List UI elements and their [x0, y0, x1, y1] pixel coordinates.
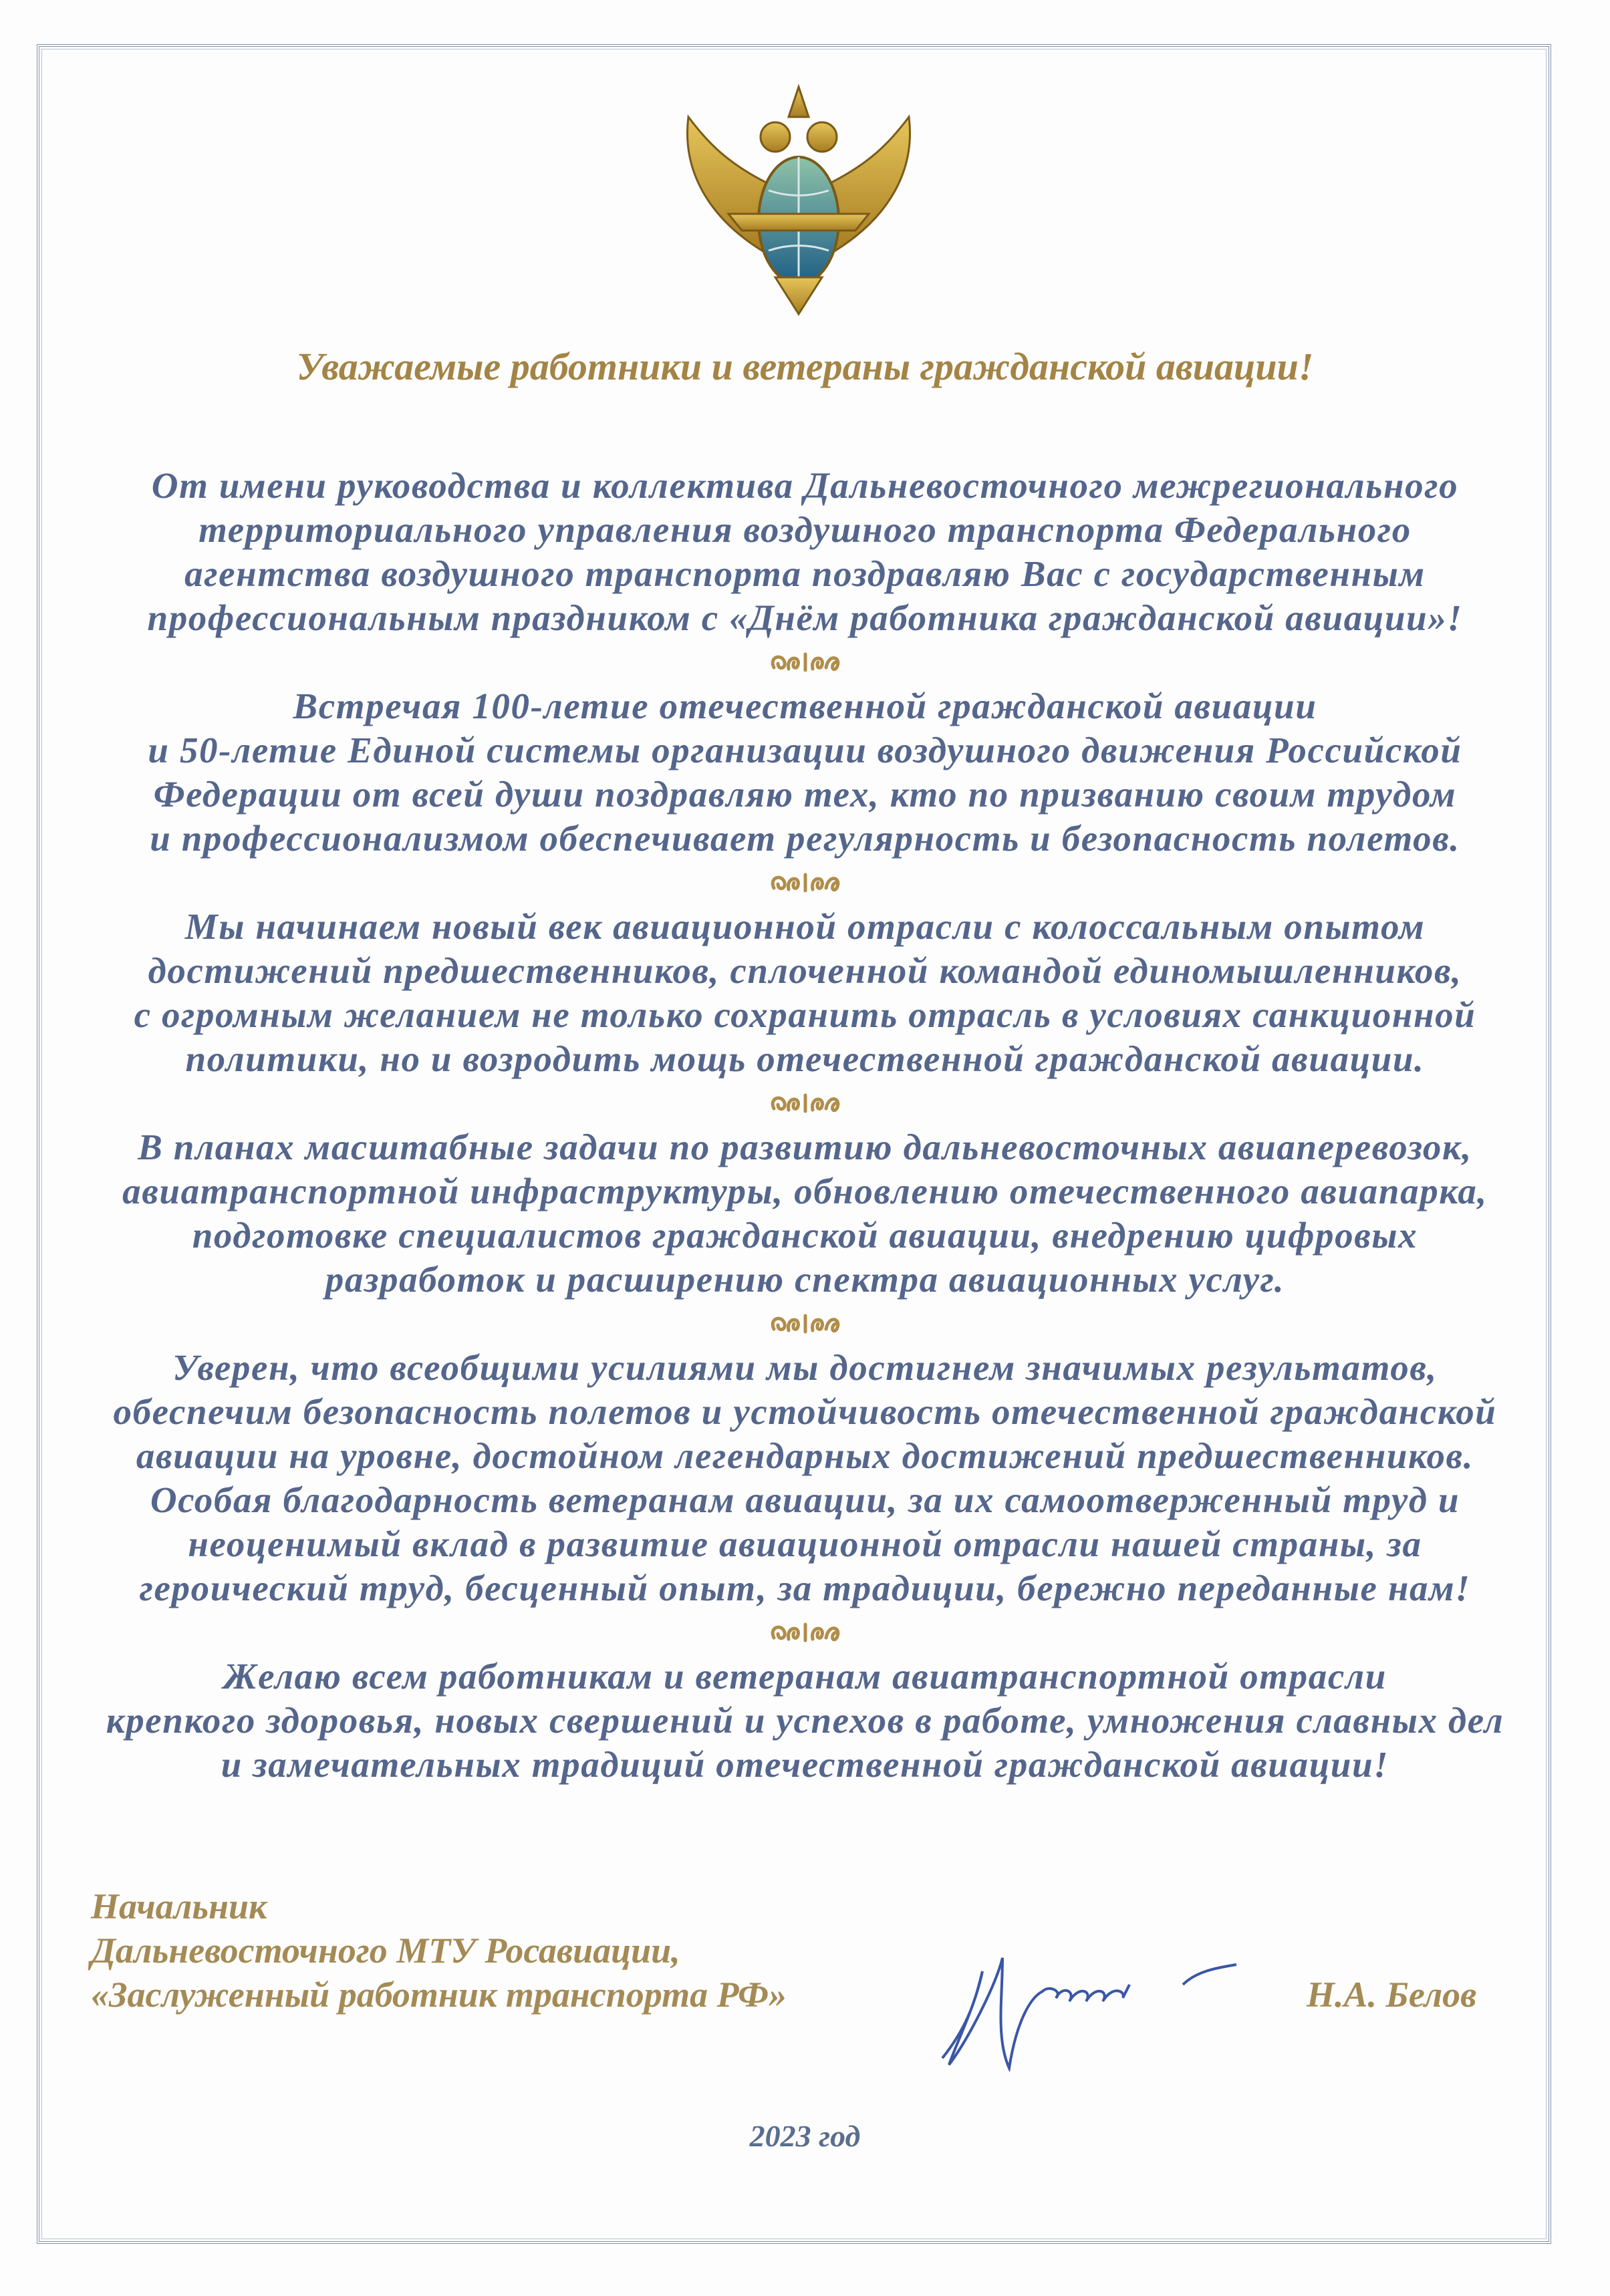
body-text-line: подготовке специалистов гражданской авиации, внедрению цифровых [192, 1215, 1418, 1256]
position-line: «Заслуженный работник транспорта РФ» [91, 1975, 787, 2015]
body-text-line: От имени руководства и коллектива Дальневосточного межрегионального [151, 465, 1459, 506]
body-text-line: и профессионализмом обеспечивает регулярность и безопасность полетов. [150, 818, 1460, 859]
body-text-line: крепкого здоровья, новых свершений и успехов в работе, умножения славных дел [106, 1700, 1504, 1741]
position-line: Начальник [91, 1886, 267, 1926]
ornament-separator-icon [0, 1302, 1610, 1346]
body-text-line: достижений предшественников, сплоченной командой единомышленников, [148, 950, 1462, 991]
body-text-line: В планах масштабные задачи по развитию дальневосточных авиаперевозок, [138, 1127, 1472, 1167]
body-text-line: неоценимый вклад в развитие авиационной отрасли нашей страны, за [188, 1524, 1422, 1564]
ornament-separator-icon [0, 861, 1610, 905]
ornament-separator-icon [0, 640, 1610, 684]
body-text-line: и замечательных традиций отечественной гражданской авиации! [221, 1744, 1389, 1785]
greeting-title: Уважаемые работники и ветераны гражданской авиации! [296, 345, 1314, 388]
body-text-line: Встречая 100-летие отечественной гражданской авиации [293, 686, 1317, 726]
handwritten-signature-icon [929, 1945, 1277, 2071]
body-text-line: и 50-летие Единой системы организации воздушного движения Российской [148, 730, 1462, 770]
ornament-separator-icon [0, 1081, 1610, 1125]
body-text-line: героический труд, бесценный опыт, за традиции, бережно переданные нам! [139, 1568, 1471, 1608]
signatory-name: Н.А. Белов [1307, 1975, 1477, 2015]
body-text-line: с огромным желанием не только сохранить отрасль в условиях санкционной [134, 994, 1476, 1035]
body-text-line: Желаю всем работникам и ветеранам авиатранспортной отрасли [223, 1656, 1387, 1697]
body-text-line: обеспечим безопасность полетов и устойчивость отечественной гражданской [113, 1391, 1497, 1432]
ornament-separator-icon [0, 1610, 1610, 1655]
signatory-position [91, 1884, 787, 2017]
letter-body [0, 464, 1610, 1787]
body-text-line: разработок и расширению спектра авиационных услуг. [325, 1259, 1285, 1300]
body-text-line: Мы начинаем новый век авиационной отрасли с колоссальным опытом [184, 906, 1426, 947]
eagle-emblem-icon [668, 84, 929, 317]
position-line: Дальневосточного МТУ Росавиации, [91, 1930, 680, 1971]
body-text-line: Особая благодарность ветеранам авиации, за их самоотверженный труд и [150, 1479, 1460, 1520]
body-text-line: Федерации от всей души поздравляю тех, кто по призванию своим трудом [153, 774, 1457, 815]
body-text-line: авиации на уровне, достойном легендарных достижений предшественников. [136, 1435, 1474, 1476]
year: 2023 год [749, 2119, 861, 2153]
body-text-line: политики, но и возродить мощь отечественной гражданской авиации. [185, 1038, 1425, 1079]
body-text-line: профессиональным праздником с «Днём работника гражданской авиации»! [147, 597, 1463, 638]
body-text-line: территориального управления воздушного транспорта Федерального [198, 509, 1412, 550]
body-text-line: авиатранспортной инфраструктуры, обновлению отечественного авиапарка, [122, 1171, 1488, 1211]
body-text-line: агентства воздушного транспорта поздравляю Вас с государственным [184, 553, 1426, 594]
body-text-line: Уверен, что всеобщими усилиями мы достигнем значимых результатов, [172, 1347, 1438, 1388]
